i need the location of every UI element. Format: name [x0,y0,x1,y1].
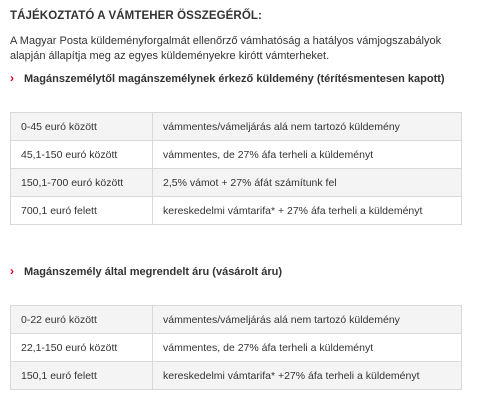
table-row [11,197,462,225]
value-range-cell: 150,1-700 euró között [11,169,153,197]
table-row [11,113,462,141]
chevron-right-icon: › [10,264,14,278]
duty-rule-cell: vámmentes, de 27% áfa terheli a küldeményt [153,141,462,169]
value-range-cell: 0-45 euró között [11,113,153,141]
duty-rule-cell: kereskedelmi vámtarifa* +27% áfa terheli a küldeményt [153,362,462,390]
intro-paragraph: A Magyar Posta küldeményforgalmát ellenőrző vámhatóság a hatályos vámjogszabályok alapján állapítja meg az egyes küldeményekre kirótt vámterheket. [10,35,442,62]
gift-shipments-table [10,112,462,225]
purchased-goods-table [10,305,462,390]
value-range-cell: 45,1-150 euró között [11,141,153,169]
duty-rule-cell: vámmentes/vámeljárás alá nem tartozó küldemény [153,113,462,141]
page-title: TÁJÉKOZTATÓ A VÁMTEHER ÖSSZEGÉRŐL: [10,10,262,22]
table-row [11,334,462,362]
duty-rule-cell: 2,5% vámot + 27% áfát számítunk fel [153,169,462,197]
value-range-cell: 150,1 euró felett [11,362,153,390]
table-row [11,306,462,334]
section-heading-label: Magánszemélytől magánszemélynek érkező küldemény (térítésmentesen kapott) [24,73,445,85]
value-range-cell: 22,1-150 euró között [11,334,153,362]
table-row [11,362,462,390]
value-range-cell: 700,1 euró felett [11,197,153,225]
section-heading-purchased-goods [10,264,282,278]
section-heading-label: Magánszemély által megrendelt áru (vásárolt áru) [24,266,282,278]
value-range-cell: 0-22 euró között [11,306,153,334]
duty-rule-cell: vámmentes, de 27% áfa terheli a küldeményt [153,334,462,362]
table-row [11,141,462,169]
table-row [11,169,462,197]
chevron-right-icon: › [10,71,14,85]
duty-rule-cell: vámmentes/vámeljárás alá nem tartozó küldemény [153,306,462,334]
section-heading-gift-shipments [10,71,445,85]
duty-rule-cell: kereskedelmi vámtarifa* + 27% áfa terheli a küldeményt [153,197,462,225]
